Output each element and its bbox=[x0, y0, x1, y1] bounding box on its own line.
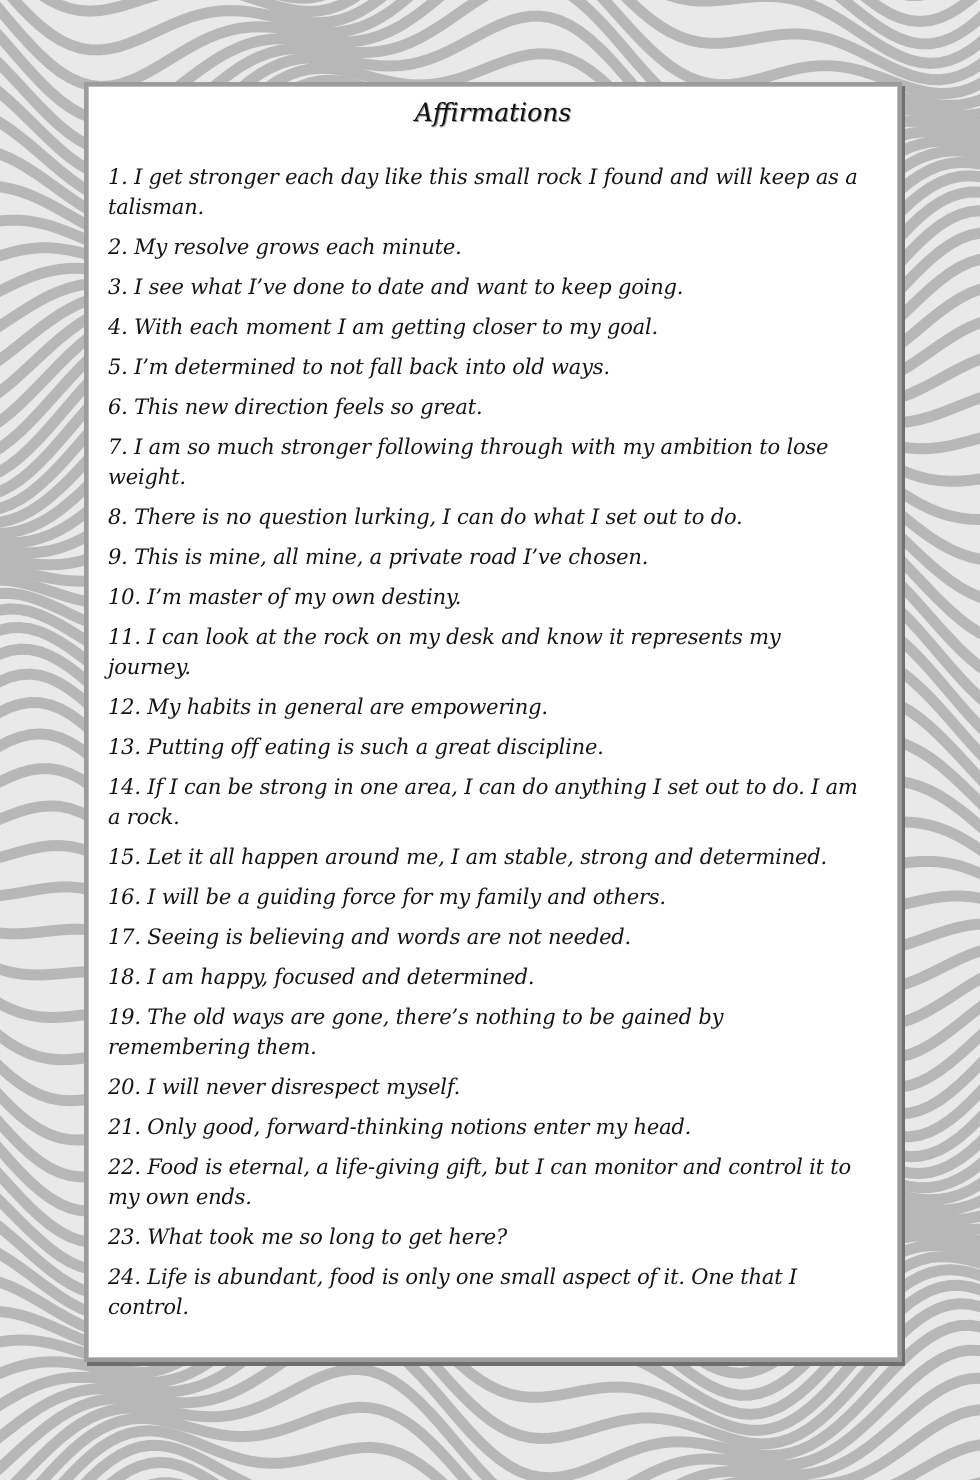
list-item: 7. I am so much stronger following through with my ambition to lose weight. bbox=[108, 435, 829, 489]
list-item: 10. I’m master of my own destiny. bbox=[108, 585, 462, 609]
list-item: 3. I see what I’ve done to date and want to keep going. bbox=[108, 275, 684, 299]
list-item: 1. I get stronger each day like this small rock I found and will keep as a talisman. bbox=[108, 165, 858, 219]
list-item: 13. Putting off eating is such a great discipline. bbox=[108, 735, 604, 759]
affirmations-card bbox=[84, 82, 902, 1362]
list-item: 2. My resolve grows each minute. bbox=[108, 235, 462, 259]
list-item: 6. This new direction feels so great. bbox=[108, 395, 483, 419]
list-item: 8. There is no question lurking, I can do what I set out to do. bbox=[108, 505, 743, 529]
list-item: 20. I will never disrespect myself. bbox=[108, 1075, 461, 1099]
list-item: 11. I can look at the rock on my desk and know it represents my journey. bbox=[108, 625, 781, 679]
list-item: 4. With each moment I am getting closer to my goal. bbox=[108, 315, 658, 339]
list-item: 23. What took me so long to get here? bbox=[108, 1225, 508, 1249]
list-item: 24. Life is abundant, food is only one small aspect of it. One that I control. bbox=[108, 1265, 798, 1319]
list-item: 5. I’m determined to not fall back into old ways. bbox=[108, 355, 610, 379]
page-title: Affirmations bbox=[414, 98, 572, 127]
list-item: 17. Seeing is believing and words are not needed. bbox=[108, 925, 632, 949]
list-item: 14. If I can be strong in one area, I can do anything I set out to do. I am a rock. bbox=[108, 775, 858, 829]
list-item: 19. The old ways are gone, there’s nothing to be gained by remembering them. bbox=[108, 1005, 724, 1059]
list-item: 21. Only good, forward-thinking notions enter my head. bbox=[108, 1115, 692, 1139]
list-item: 16. I will be a guiding force for my family and others. bbox=[108, 885, 666, 909]
list-item: 12. My habits in general are empowering. bbox=[108, 695, 548, 719]
list-item: 15. Let it all happen around me, I am stable, strong and determined. bbox=[108, 845, 827, 869]
affirmations-list bbox=[108, 162, 868, 1332]
list-item: 18. I am happy, focused and determined. bbox=[108, 965, 535, 989]
list-item: 22. Food is eternal, a life-giving gift, but I can monitor and control it to my own ends. bbox=[108, 1155, 851, 1209]
list-item: 9. This is mine, all mine, a private road I’ve chosen. bbox=[108, 545, 649, 569]
